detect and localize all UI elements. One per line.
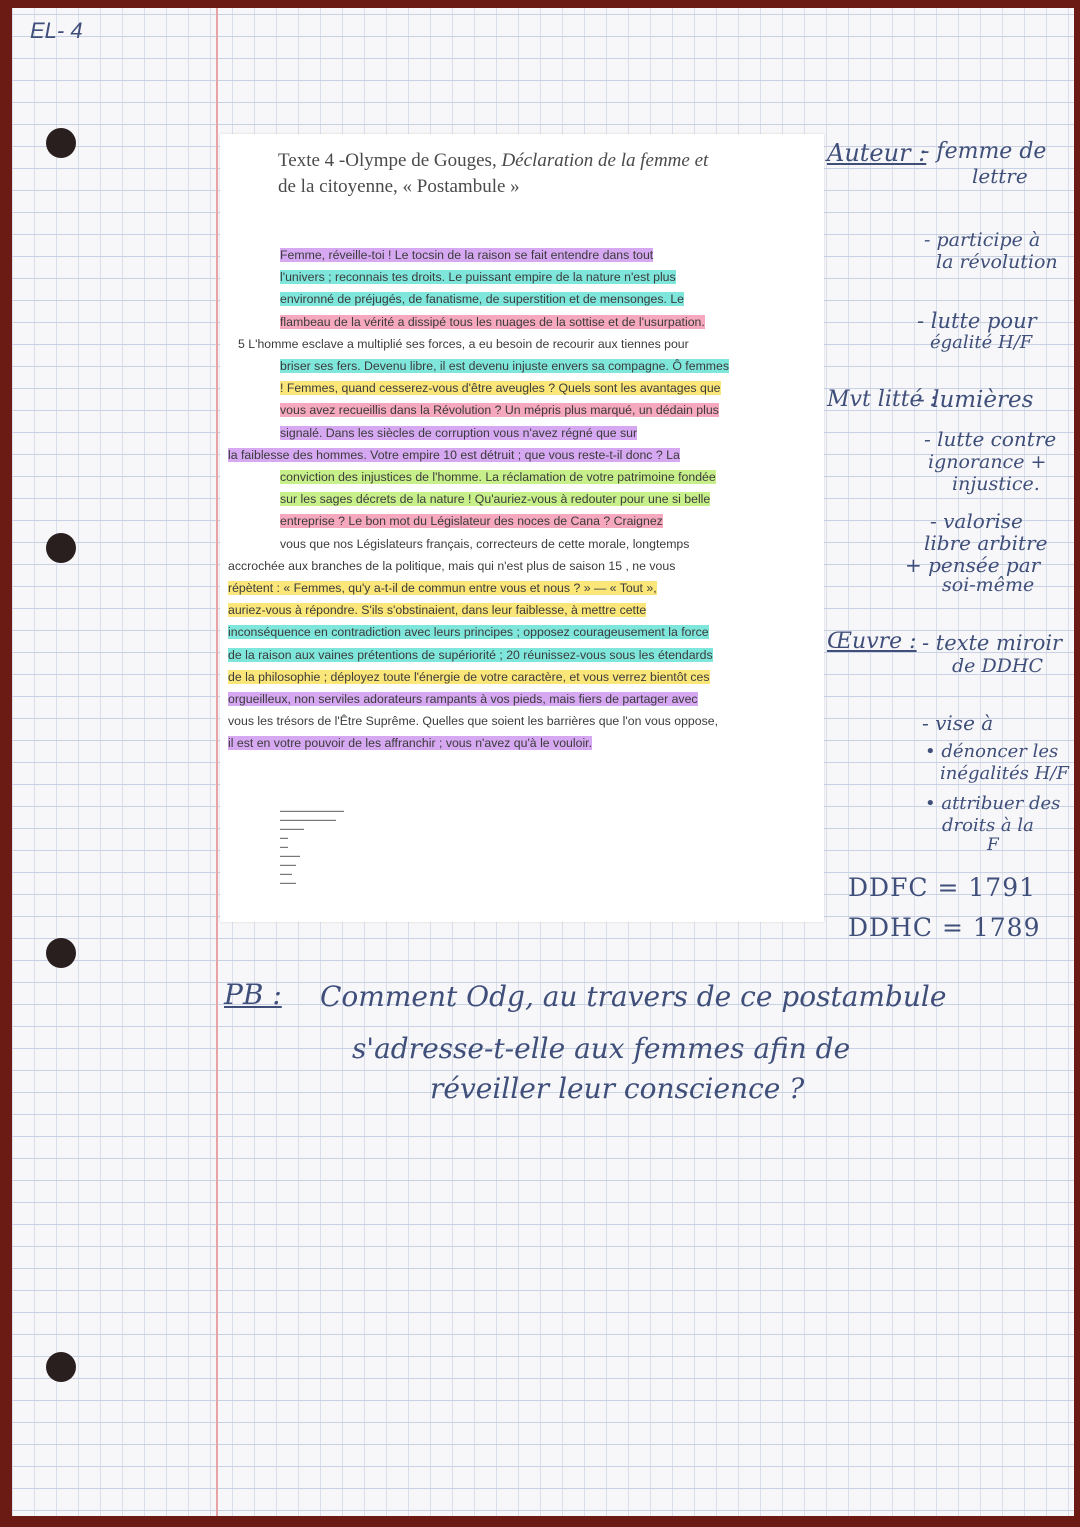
ddfc-date: DDFC = 1791 bbox=[848, 873, 1037, 902]
text-line: il est en votre pouvoir de les affranchir ; vous n'avez qu'à le vouloir. bbox=[228, 736, 593, 751]
note-line: - lutte pour bbox=[917, 309, 1037, 333]
text-line: répètent : « Femmes, qu'y a-t-il de commun entre vous et nous ? » — « Tout », bbox=[228, 581, 657, 596]
binder-hole bbox=[46, 1352, 76, 1382]
note-line: droits à la bbox=[942, 815, 1034, 836]
note-line: - valorise bbox=[930, 509, 1023, 533]
text-line: sur les sages décrets de la nature ! Qu'auriez-vous à redouter pour une si belle bbox=[280, 492, 711, 507]
page-code: EL- 4 bbox=[30, 18, 83, 43]
text-line: de la raison aux vaines prétentions de supériorité ; 20 réunissez-vous sous les étendards bbox=[228, 647, 713, 662]
pb-line-3: réveiller leur conscience ? bbox=[430, 1072, 805, 1105]
note-line: inégalités H/F bbox=[940, 763, 1069, 784]
printed-body bbox=[228, 244, 794, 755]
text-line: Femme, réveille-toi ! Le tocsin de la raison se fait entendre dans tout bbox=[280, 248, 654, 262]
note-line: - texte miroir bbox=[922, 631, 1063, 655]
note-line: la révolution bbox=[936, 251, 1058, 273]
text-line: environné de préjugés, de fanatisme, de superstition et de mensonges. Le bbox=[280, 292, 685, 307]
text-line: auriez-vous à répondre. S'ils s'obstinaient, dans leur faiblesse, à mettre cette bbox=[228, 603, 647, 618]
pb-line-2: s'adresse-t-elle aux femmes afin de bbox=[352, 1032, 851, 1065]
text-line: la faiblesse des hommes. Votre empire 10 est détruit ; que vous reste-t-il donc ? La bbox=[228, 447, 680, 462]
auteur-label: Auteur : bbox=[827, 139, 927, 167]
mvt-label: Mvt litté : bbox=[827, 387, 937, 412]
note-line: de DDHC bbox=[952, 655, 1044, 677]
text-line: briser ses fers. Devenu libre, il est devenu injuste envers sa compagne. Ô femmes bbox=[280, 359, 730, 374]
footnotes: ▬▬▬▬▬▬▬▬▬▬▬▬▬▬▬▬ ▬▬▬▬▬▬▬▬▬▬▬▬▬▬ ▬▬▬▬▬▬ ▬▬ ▬▬ ▬▬▬▬▬ ▬▬▬▬ ▬▬▬ ▬▬▬▬ bbox=[280, 808, 344, 885]
notebook-sheet bbox=[12, 8, 1074, 1516]
text-line: vous que nos Législateurs français, correcteurs de cette morale, longtemps bbox=[280, 536, 690, 551]
text-line: orgueilleux, non serviles adorateurs rampants à vos pieds, mais fiers de partager avec bbox=[228, 692, 698, 707]
note-line: - vise à bbox=[922, 711, 994, 735]
binder-hole bbox=[46, 938, 76, 968]
oeuvre-label: Œuvre : bbox=[827, 629, 917, 654]
note-line: libre arbitre bbox=[924, 531, 1048, 555]
note-line: soi-même bbox=[942, 574, 1035, 596]
note-line: - femme de bbox=[922, 139, 1047, 164]
margin-line bbox=[216, 8, 218, 1516]
text-line: vous avez recueillis dans la Révolution ? Un mépris plus marqué, un dédain plus bbox=[280, 403, 719, 418]
note-line: - participe à bbox=[924, 229, 1041, 251]
binder-hole bbox=[46, 533, 76, 563]
printed-title: Texte 4 -Olympe de Gouges, Déclaration de la femme et de la citoyenne, « Postambule » bbox=[278, 150, 709, 197]
text-line: l'univers ; reconnais tes droits. Le puissant empire de la nature n'est plus bbox=[280, 270, 676, 285]
text-line: signalé. Dans les siècles de corruption vous n'avez régné que sur bbox=[280, 425, 638, 440]
text-line: conviction des injustices de l'homme. La réclamation de votre patrimoine fondée bbox=[280, 470, 716, 485]
note-line: ignorance + bbox=[928, 451, 1047, 473]
text-line: flambeau de la vérité a dissipé tous les nuages de la sottise et de l'usurpation. bbox=[280, 314, 705, 329]
printed-text-sheet bbox=[220, 134, 824, 922]
note-line: lettre bbox=[972, 164, 1028, 188]
text-line: inconséquence en contradiction avec leurs principes ; opposez courageusement la force bbox=[228, 625, 709, 640]
pb-line-1: Comment Odg, au travers de ce postambule bbox=[320, 980, 947, 1013]
note-line: • attribuer des bbox=[925, 793, 1061, 814]
note-line: F bbox=[987, 835, 999, 855]
text-line: entreprise ? Le bon mot du Législateur des noces de Cana ? Craignez bbox=[280, 514, 663, 529]
note-line: + pensée par bbox=[905, 553, 1041, 577]
note-line: injustice. bbox=[952, 473, 1040, 495]
text-line: 5 L'homme esclave a multiplié ses forces, a eu besoin de recourir aux tiennes pour bbox=[238, 336, 689, 351]
text-line: accrochée aux branches de la politique, mais qui n'est plus de saison 15 , ne vous bbox=[228, 558, 676, 573]
note-line: - lumières bbox=[917, 387, 1034, 413]
text-line: vous les trésors de l'Être Suprême. Quelles que soient les barrières que l'on vous oppose, bbox=[228, 714, 719, 729]
note-line: égalité H/F bbox=[930, 332, 1033, 353]
binder-hole bbox=[46, 128, 76, 158]
text-line: de la philosophie ; déployez toute l'énergie de votre caractère, et vous verrez bientôt ces bbox=[228, 669, 710, 684]
note-line: - lutte contre bbox=[924, 427, 1057, 451]
note-line: • dénoncer les bbox=[925, 741, 1059, 762]
pb-label: PB : bbox=[224, 978, 282, 1011]
ddhc-date: DDHC = 1789 bbox=[848, 913, 1041, 942]
text-line: ! Femmes, quand cesserez-vous d'être aveugles ? Quels sont les avantages que bbox=[280, 381, 721, 396]
